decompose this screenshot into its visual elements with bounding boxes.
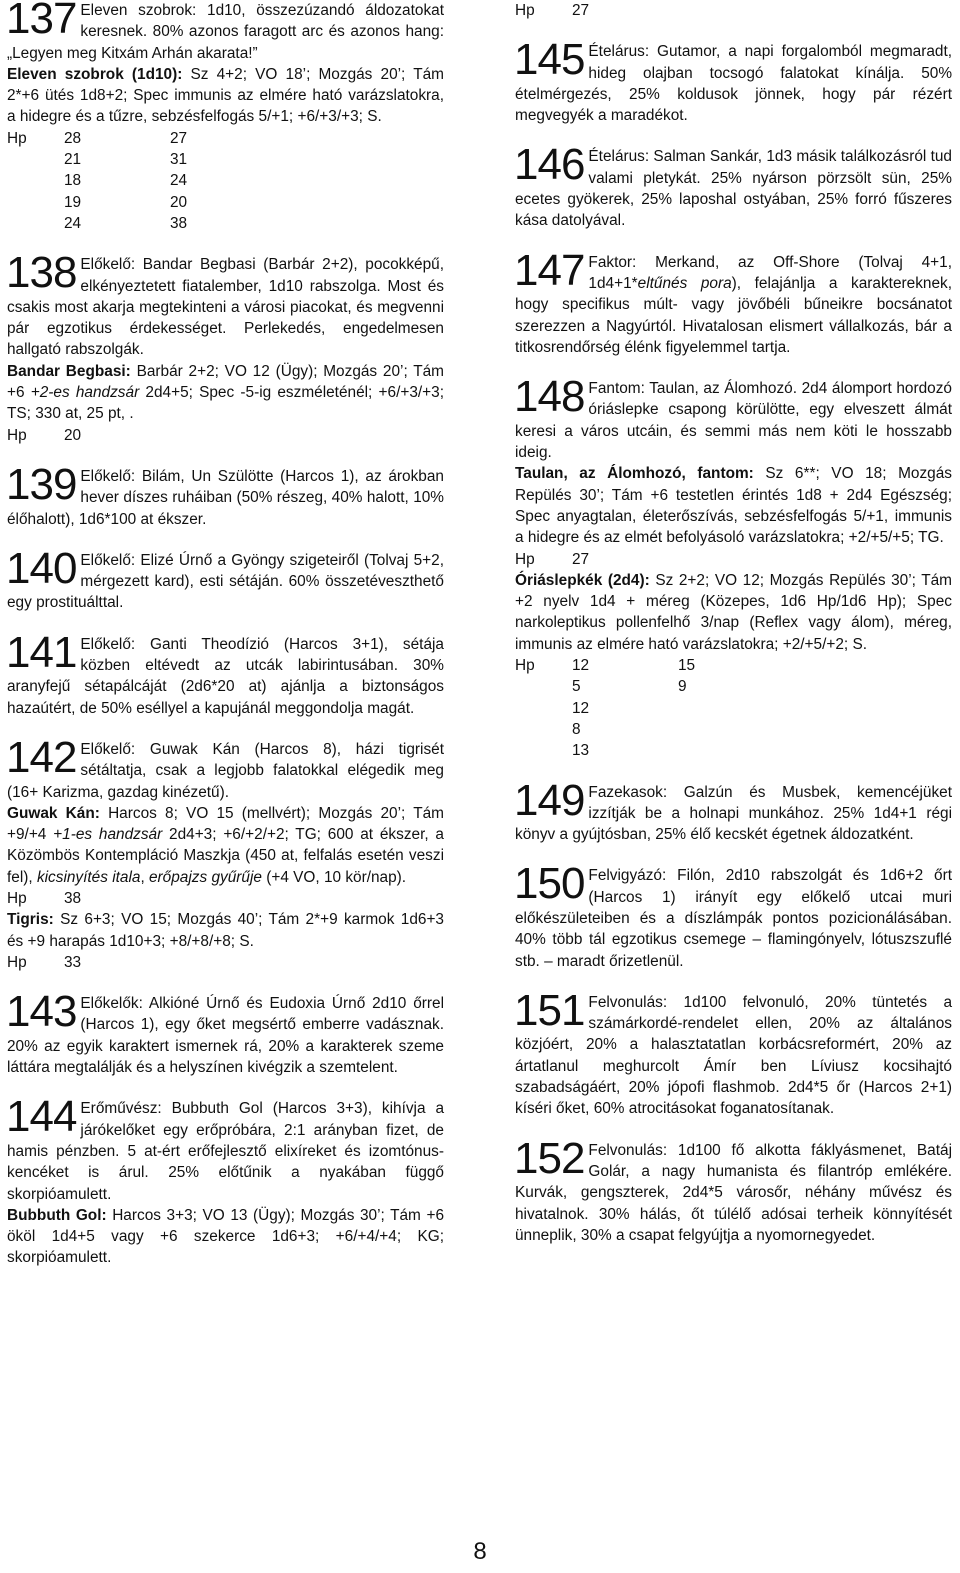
stat-block xyxy=(7,64,444,128)
entry-description: Előkelő: Bandar Begbasi (Barbár 2+2), pocokképű, elkényeztetett fiatalember, 1d10 rabszolga. Most és csakis most akarja megtekinteni a városi piacokat, és megvenni pár egzotikus érdekességet. Perlekedés, engedelmesen hallgató rabszolgák. xyxy=(7,256,444,359)
hp-row xyxy=(7,149,230,170)
hp-label: Hp xyxy=(7,953,27,971)
stat-item: +1-es handzsár xyxy=(53,826,163,844)
hp-cell: 19 xyxy=(64,193,82,211)
hp-row xyxy=(7,192,230,213)
entry-152 xyxy=(514,1133,952,1246)
stat-name: Bubbuth Gol: xyxy=(7,1206,107,1224)
entry-number: 152 xyxy=(514,1133,585,1183)
hp-table xyxy=(7,425,170,446)
hp-row xyxy=(515,676,738,697)
entry-150 xyxy=(514,859,952,971)
hp-cell: 27 xyxy=(170,129,188,147)
stat-block xyxy=(515,570,952,655)
hp-cell: 21 xyxy=(64,151,82,169)
entry-description: Előkelő: Bilám, Un Szülötte (Harcos 1), az árokban hever díszes ruháiban (50% részeg, 40% halott, 10% élőhalott), 1d6*100 at ékszer. xyxy=(7,467,444,528)
entry-141-text xyxy=(6,627,444,719)
hp-cell: 18 xyxy=(64,172,82,190)
stat-block xyxy=(7,803,444,888)
entry-number: 147 xyxy=(514,245,585,295)
hp-cell: 12 xyxy=(572,657,590,675)
hp-cell: 31 xyxy=(170,151,188,169)
stat-block xyxy=(7,909,444,952)
stat-name: Tigris: xyxy=(7,911,54,929)
entry-151-text xyxy=(514,985,952,1120)
entry-number: 140 xyxy=(6,543,77,593)
hp-cell: 38 xyxy=(170,214,188,232)
entry-number: 141 xyxy=(6,627,77,677)
hp-cell: 38 xyxy=(64,889,82,907)
stat-text: Barbár 2+2; VO 12 (Ügy); Mozgás 20’; Tám +6 xyxy=(7,362,444,402)
hp-cell: 24 xyxy=(64,214,82,232)
entry-140-text xyxy=(6,543,444,614)
stat-text: Harcos 3+3; VO 13 (Ügy); Mozgás 30’; Tám +6 ököl 1d4+5 vagy +6 szekerce 1d6+3; +6/+4/+4; KG; skorpióamulett. xyxy=(7,1206,445,1267)
hp-label: Hp xyxy=(7,889,27,907)
entry-148 xyxy=(514,372,952,761)
hp-table xyxy=(515,549,678,570)
stat-name: Guwak Kán: xyxy=(7,804,100,822)
stat-name: Bandar Begbasi: xyxy=(7,362,131,380)
entry-143 xyxy=(6,987,444,1078)
entry-150-text xyxy=(514,859,952,971)
stat-name: Eleven szobrok (1d10): xyxy=(7,65,183,83)
hp-row xyxy=(515,740,738,761)
entry-description: Felvonulás: 1d100 fő alkotta fáklyásmenet, Batáj Golár, a nagy humanista és filantróp emlékére. Kurvák, gengszterek, 2d4*5 városőr, néhány művész és hivatalnok. 30% hálás, őt túlélő adósai terheik könnyítését ünneplik, 30% a csapat felgyújtja a nyomornegyedet. xyxy=(515,1141,952,1244)
entry-145 xyxy=(514,35,952,126)
entry-142-text xyxy=(6,732,444,803)
stat-item: +2-es handzsár xyxy=(30,384,140,402)
stat-text: , xyxy=(140,868,149,886)
entry-number: 148 xyxy=(514,372,585,422)
hp-table xyxy=(7,888,170,909)
entry-148-text xyxy=(514,372,952,463)
hp-row xyxy=(515,549,678,570)
entry-description: ), felajánlja a karaktereknek, hogy specifikus múlt- vagy jövőbéli bűneikre bocsánatot szerezzen a Nagyúrtól. Hivatalosan elismert vállalkozás, bár a titkosrendőrség élénk figyelemmel tartja. xyxy=(515,274,952,356)
entry-146 xyxy=(514,140,952,231)
hp-row xyxy=(7,425,170,446)
hp-table xyxy=(515,655,738,761)
stat-text: 2d4+5; Spec -5-ig eszméleténél; +6/+3/+3; TS; 330 at, 25 pt, . xyxy=(7,384,444,423)
stat-name: Óriáslepkék (2d4): xyxy=(515,571,650,589)
entry-147-text xyxy=(514,245,952,358)
entry-143-text xyxy=(6,987,444,1078)
stat-item: erőpajzs gyűrűje xyxy=(149,868,262,886)
entry-138-text xyxy=(6,248,444,360)
entry-description: Előkelő: Elizé Úrnő a Gyöngy szigeteiről (Tolvaj 5+2, mérgezett kard), esti sétáján. 60% összetéveszthető egy prostituálttal. xyxy=(7,551,444,612)
stat-text: Sz 2+2; VO 12; Mozgás Repülés 30’; Tám +2 nyelv 1d4 + méreg (Közepes, 1d6 Hp/1d6 Hp); Spec narkoleptikus pollenfelhő 3/nap (Reflex vagy álom), méreg, immunis az elmére ható varázslatokra; +2/+5/+2; S. xyxy=(515,571,952,653)
hp-row xyxy=(7,128,230,149)
hp-label: Hp xyxy=(515,550,535,568)
hp-row xyxy=(515,719,738,740)
entry-145-text xyxy=(514,35,952,126)
entry-description: Erőművész: Bubbuth Gol (Harcos 3+3), kihívja a járókelőket egy erőpróbára, 2:1 arányban fizet, de hamis pénzben. 5 at-ért erőfejlesztő elixíreket és izomtónus-kencéket is árul. 25% előtűnik a nyakában függő skorpióamulett. xyxy=(7,1100,444,1203)
stat-text: Sz 6+3; VO 15; Mozgás 40’; Tám 2*+9 karmok 1d6+3 és +9 harapás 1d10+3; +8/+8/+8; S. xyxy=(7,911,444,950)
entry-138 xyxy=(6,248,444,446)
entry-139-text xyxy=(6,459,444,530)
entry-description: Felvonulás: 1d100 felvonuló, 20% tüntetés a számárkordé-rendelet ellen, 20% az általános közjóért, 20% a halasztatatlan korbácsreformért, 20% az ártatlanul meghurcolt Ámír ben Líviusz kocsihajtó szabadságáért, 20% jópofi flashmob. 2d4*5 őr (Harcos 2+1) kíséri őket, 60% atrocitásokat foganatosítanak. xyxy=(515,993,952,1118)
hp-table xyxy=(7,952,170,973)
entry-142 xyxy=(6,732,444,973)
entry-description: Felvigyázó: Filón, 2d10 rabszolgát és 1d6+2 őrt (Harcos 1) irányít egy előkelő utcai muri előkészületeiben és a díszlámpák pontos pozicionálásában. 40% több tál egzotikus csemege – flamingónyelv, lótuszszuflé stb. – maradt őrizetlenül. xyxy=(515,867,952,970)
entry-144-text xyxy=(6,1092,444,1204)
hp-cell: 33 xyxy=(64,953,82,971)
entry-147 xyxy=(514,245,952,358)
stat-text: 2d4+3; +6/+2/+2; TG; 600 at ékszer, a Közömbös Kontempláció Maszkja (450 at, felfalás esetén veszi fel), xyxy=(7,826,444,886)
hp-row xyxy=(515,0,678,21)
hp-cell: 13 xyxy=(572,742,590,760)
stat-block xyxy=(7,1205,444,1269)
hp-cell: 5 xyxy=(572,678,581,696)
hp-table xyxy=(7,128,230,234)
hp-cell: 28 xyxy=(64,129,82,147)
hp-cell: 20 xyxy=(170,193,188,211)
hp-cell: 20 xyxy=(64,426,82,444)
hp-label: Hp xyxy=(515,2,535,19)
entry-141 xyxy=(6,627,444,719)
entry-number: 151 xyxy=(514,985,585,1035)
entry-number: 144 xyxy=(6,1092,77,1142)
right-column xyxy=(515,0,952,1266)
hp-row xyxy=(7,888,170,909)
entry-137-text xyxy=(7,0,444,64)
stat-text: (+4 VO, 10 kör/nap). xyxy=(261,868,407,886)
hp-label: Hp xyxy=(7,426,27,444)
entry-number: 143 xyxy=(6,987,77,1037)
stat-text: Sz 4+2; VO 18’; Mozgás 20’; Tám 2*+6 ütés 1d8+2; Spec immunis az elmére ható varázslatokra, a hidegre és a tűzre, sebzésfelfogás 5/+1; +6/+3/+3; S. xyxy=(7,65,444,126)
hp-cell: 15 xyxy=(678,657,696,675)
hp-cell: 8 xyxy=(572,720,581,738)
entry-number: 149 xyxy=(514,775,585,825)
stat-block xyxy=(7,361,444,425)
hp-label: Hp xyxy=(7,129,27,147)
hp-table xyxy=(515,0,678,21)
entry-number: 145 xyxy=(514,35,585,85)
hp-cell: 24 xyxy=(170,172,188,190)
left-column xyxy=(7,0,444,1289)
entry-description: Ételárus: Gutamor, a napi forgalomból megmaradt, hideg olajban tocsogó falatokat kínálja. 50% ételmérgezés, 25% koldusok jönnek, hogy pár rézért megvegyék a maradékot. xyxy=(515,43,952,125)
entry-number: 150 xyxy=(514,859,585,909)
hp-row xyxy=(7,213,230,234)
hp-row xyxy=(7,952,170,973)
entry-description: Ételárus: Salman Sankár, 1d3 másik találkozásról tud valami pletykát. 25% nyárson pörzsölt sün, 25% ecetes gyökerek, 25% laposhal ostyában, 25% forró fűszeres kása datolyával. xyxy=(515,148,952,230)
stat-block xyxy=(515,463,952,548)
entry-number: 142 xyxy=(6,732,77,782)
entry-item: eltűnés pora xyxy=(637,274,732,292)
entry-number: 137 xyxy=(6,0,77,43)
entry-149 xyxy=(514,775,952,846)
stat-text: Harcos 8; VO 15 (mellvért); Mozgás 20’; Tám +9/+4 xyxy=(7,804,444,844)
entry-139 xyxy=(6,459,444,530)
entry-description: Fantom: Taulan, az Álomhozó. 2d4 álomport hordozó óriáslepke csapong körülötte, egy elveszett álmát keresi a város utcáin, és semmi más nem köti le hosszabb ideig. xyxy=(515,380,952,462)
hp-row xyxy=(515,698,738,719)
hp-cell: 27 xyxy=(572,2,590,19)
entry-description: Faktor: Merkand, az Off-Shore (Tolvaj 4+1, 1d4+1* xyxy=(588,253,952,292)
entry-149-text xyxy=(514,775,952,846)
entry-description: Előkelő: Guwak Kán (Harcos 8), házi tigrisét sétáltatja, csak a legjobb falatokkal elégedik meg (16+ Karizma, gazdag kinézetű). xyxy=(7,740,444,801)
entry-137 xyxy=(7,0,444,234)
entry-description: Eleven szobrok: 1d10, összezúzandó áldozatokat keresnek. 80% azonos faragott arc és azonos hang: „Legyen meg Kitхám Arhán akarata!” xyxy=(7,2,444,62)
hp-label: Hp xyxy=(515,657,535,675)
hp-cell: 27 xyxy=(572,550,590,568)
stat-name: Taulan, az Álomhozó, fantom: xyxy=(515,465,754,483)
stat-item: kicsinyítés itala xyxy=(36,868,141,886)
entry-140 xyxy=(6,543,444,614)
entry-144 xyxy=(6,1092,445,1268)
entry-number: 146 xyxy=(514,140,585,190)
hp-row xyxy=(7,170,230,191)
entry-description: Előkelő: Ganti Theodízió (Harcos 3+1), sétája közben eltévedt az utcák labirintusában. 30% aranyfejű sétapálcáját (2d6*20 at) ajánlja a biztonságos hazaútért, de 50% eséllyel a kapujánál meggondolja magát. xyxy=(7,635,444,717)
hp-cell: 12 xyxy=(572,699,590,717)
entry-description: Fazekasok: Galzún és Musbek, kemencéjüket izzítják be a holnapi munkához. 25% 1d4+1 régi könyv a gyújtósban, 25% élő kecskét égetnek áldozatként. xyxy=(515,783,952,844)
page-number: 8 xyxy=(473,1538,487,1565)
stat-text: Sz 6**; VO 18; Mozgás Repülés 30’; Tám +6 testetlen érintés 1d8 + 2d4 Egészség; Spec anyagtalan, életerőszívás, sebzésfelfogás 5/+1, immunis a hidegre és az elmét befolyásoló varázslatokra; +2/+5/+5; TG. xyxy=(515,465,952,547)
entry-146-text xyxy=(514,140,952,231)
entry-number: 139 xyxy=(6,459,77,509)
hp-row xyxy=(515,655,738,676)
entry-number: 138 xyxy=(6,248,77,298)
entry-152-text xyxy=(514,1133,952,1246)
hp-cell: 9 xyxy=(678,678,687,696)
entry-description: Előkelők: Alkióné Úrnő és Eudoxia Úrnő 2d10 őrrel (Harcos 1), egy őket megsértő emberre vadásznak. 20% az egyik karaktert ismernek rá, 20% a karakterek szeme láttára megtalálják és a helyszínen kivégzik a szemtelent. xyxy=(7,995,444,1077)
entry-151 xyxy=(514,985,952,1120)
